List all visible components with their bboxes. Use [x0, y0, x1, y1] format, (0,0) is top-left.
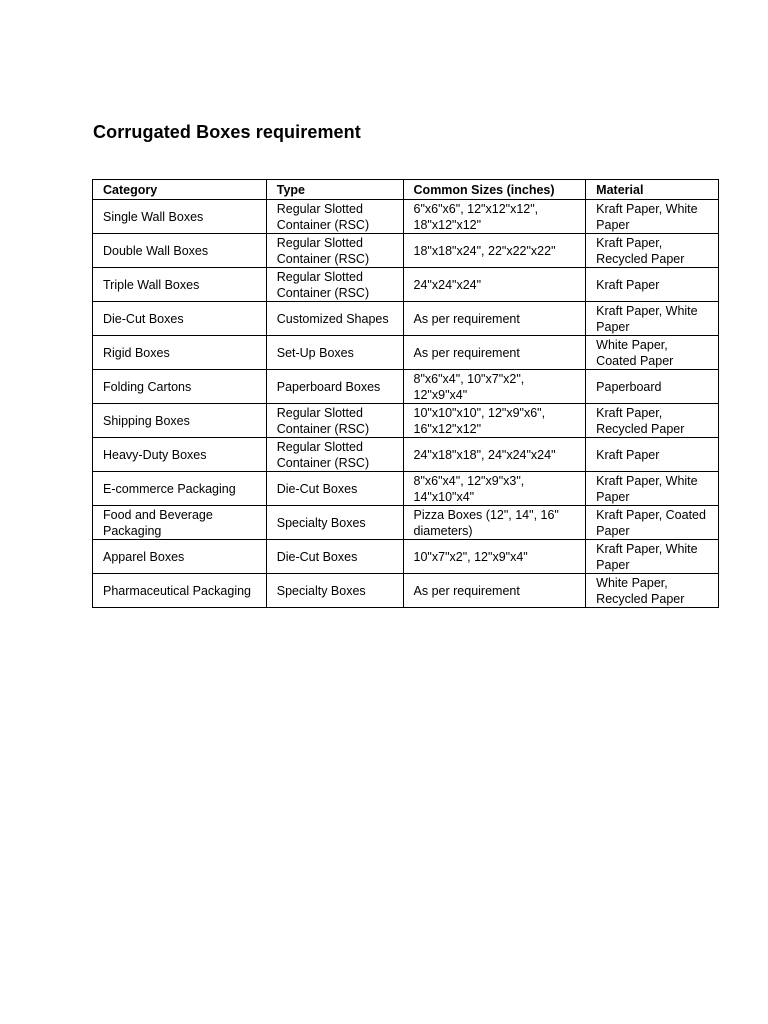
table-row [93, 472, 719, 506]
column-header-type: Type [266, 180, 403, 200]
cell-text: Regular Slotted Container (RSC) [276, 235, 370, 266]
cell-text: Specialty Boxes [276, 515, 366, 530]
cell-common-sizes [403, 404, 586, 438]
cell-type [266, 574, 403, 608]
cell-text: 10"x7"x2", 12"x9"x4" [413, 549, 528, 564]
table-row [93, 370, 719, 404]
cell-category [93, 472, 267, 506]
table-row [93, 506, 719, 540]
table-row [93, 404, 719, 438]
cell-text: Regular Slotted Container (RSC) [276, 439, 370, 470]
cell-text: Triple Wall Boxes [103, 277, 200, 292]
cell-material [586, 438, 719, 472]
cell-material [586, 234, 719, 268]
cell-text: As per requirement [413, 583, 520, 598]
cell-material [586, 302, 719, 336]
cell-text: White Paper, Coated Paper [596, 337, 674, 368]
cell-text: Kraft Paper, Recycled Paper [596, 405, 685, 436]
cell-common-sizes [403, 438, 586, 472]
cell-text: 18"x18"x24", 22"x22"x22" [413, 243, 556, 258]
cell-type [266, 540, 403, 574]
cell-text: Single Wall Boxes [103, 209, 204, 224]
cell-text: Regular Slotted Container (RSC) [276, 269, 370, 300]
cell-text: E-commerce Packaging [103, 481, 236, 496]
table-header-row [93, 180, 719, 200]
cell-category [93, 540, 267, 574]
cell-text: Die-Cut Boxes [103, 311, 184, 326]
cell-text: Kraft Paper, White Paper [596, 473, 698, 504]
cell-text: As per requirement [413, 345, 520, 360]
cell-type [266, 370, 403, 404]
cell-type [266, 336, 403, 370]
cell-text: Kraft Paper, White Paper [596, 201, 698, 232]
cell-type [266, 234, 403, 268]
cell-common-sizes [403, 268, 586, 302]
cell-text: Paperboard Boxes [276, 379, 381, 394]
cell-text: 6"x6"x6", 12"x12"x12", 18"x12"x12" [413, 201, 539, 232]
cell-text: Kraft Paper [596, 447, 660, 462]
cell-text: Folding Cartons [103, 379, 192, 394]
cell-type [266, 268, 403, 302]
cell-text: Regular Slotted Container (RSC) [276, 201, 370, 232]
cell-category [93, 370, 267, 404]
column-header-common-sizes: Common Sizes (inches) [403, 180, 586, 200]
cell-category [93, 336, 267, 370]
cell-common-sizes [403, 574, 586, 608]
column-header-category: Category [93, 180, 267, 200]
requirements-table [92, 179, 719, 608]
table-row [93, 200, 719, 234]
cell-material [586, 336, 719, 370]
cell-text: Shipping Boxes [103, 413, 190, 428]
cell-material [586, 506, 719, 540]
cell-text: Rigid Boxes [103, 345, 170, 360]
cell-text: Die-Cut Boxes [276, 481, 358, 496]
cell-text: 24"x18"x18", 24"x24"x24" [413, 447, 556, 462]
cell-type [266, 302, 403, 336]
cell-text: Kraft Paper, Coated Paper [596, 507, 706, 538]
cell-text: Paperboard [596, 379, 662, 394]
cell-category [93, 438, 267, 472]
cell-material [586, 404, 719, 438]
cell-material [586, 574, 719, 608]
cell-common-sizes [403, 472, 586, 506]
cell-type [266, 506, 403, 540]
cell-material [586, 472, 719, 506]
table-row [93, 268, 719, 302]
cell-common-sizes [403, 302, 586, 336]
cell-common-sizes [403, 370, 586, 404]
cell-type [266, 200, 403, 234]
table-row [93, 302, 719, 336]
cell-text: White Paper, Recycled Paper [596, 575, 685, 606]
cell-text: 24"x24"x24" [413, 277, 482, 292]
cell-text: Apparel Boxes [103, 549, 185, 564]
cell-material [586, 268, 719, 302]
cell-text: Customized Shapes [276, 311, 389, 326]
cell-type [266, 438, 403, 472]
cell-material [586, 370, 719, 404]
cell-type [266, 404, 403, 438]
cell-text: Heavy-Duty Boxes [103, 447, 207, 462]
cell-text: Kraft Paper, White Paper [596, 541, 698, 572]
cell-category [93, 200, 267, 234]
cell-material [586, 200, 719, 234]
cell-text: Die-Cut Boxes [276, 549, 358, 564]
cell-common-sizes [403, 540, 586, 574]
cell-common-sizes [403, 234, 586, 268]
table-row [93, 438, 719, 472]
cell-text: Pizza Boxes (12", 14", 16" diameters) [413, 507, 559, 538]
cell-category [93, 302, 267, 336]
table-row [93, 234, 719, 268]
cell-common-sizes [403, 200, 586, 234]
cell-text: Double Wall Boxes [103, 243, 209, 258]
cell-text: 8"x6"x4", 10"x7"x2", 12"x9"x4" [413, 371, 525, 402]
cell-common-sizes [403, 336, 586, 370]
column-header-material: Material [586, 180, 719, 200]
page-title: Corrugated Boxes requirement [93, 122, 361, 142]
cell-material [586, 540, 719, 574]
cell-type [266, 472, 403, 506]
cell-text: 10"x10"x10", 12"x9"x6", 16"x12"x12" [413, 405, 546, 436]
table-row [93, 574, 719, 608]
cell-text: Food and Beverage Packaging [103, 507, 213, 538]
cell-text: Set-Up Boxes [276, 345, 354, 360]
cell-text: Regular Slotted Container (RSC) [276, 405, 370, 436]
table-row [93, 540, 719, 574]
cell-text: As per requirement [413, 311, 520, 326]
cell-text: Pharmaceutical Packaging [103, 583, 251, 598]
cell-text: 8"x6"x4", 12"x9"x3", 14"x10"x4" [413, 473, 525, 504]
cell-category [93, 506, 267, 540]
cell-category [93, 574, 267, 608]
cell-common-sizes [403, 506, 586, 540]
cell-category [93, 268, 267, 302]
cell-text: Kraft Paper, White Paper [596, 303, 698, 334]
cell-text: Kraft Paper [596, 277, 660, 292]
cell-category [93, 234, 267, 268]
cell-category [93, 404, 267, 438]
table-row [93, 336, 719, 370]
cell-text: Kraft Paper, Recycled Paper [596, 235, 685, 266]
cell-text: Specialty Boxes [276, 583, 366, 598]
